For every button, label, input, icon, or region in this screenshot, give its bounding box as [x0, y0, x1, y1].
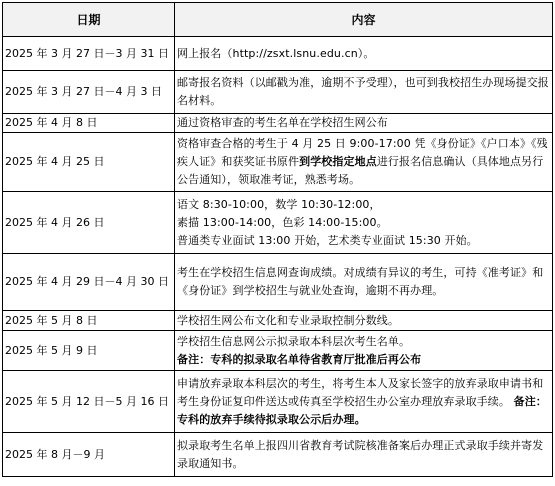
table-row — [3, 71, 553, 114]
header-date: 日期 — [3, 3, 175, 37]
date-cell: 2025 年 5 月 9 日 — [3, 331, 175, 371]
date-cell: 2025 年 4 月 8 日 — [3, 114, 175, 133]
header-content: 内容 — [175, 3, 553, 37]
remark-line: 备注：专科的拟录取名单待省教育厅批准后再公布 — [177, 352, 422, 366]
table-header-row — [3, 3, 553, 37]
content-cell — [175, 114, 553, 133]
content-cell — [175, 433, 553, 477]
date-cell: 2025 年 4 月 26 日 — [3, 192, 175, 254]
table-row — [3, 371, 553, 433]
date-cell: 2025 年 8 月－9 月 — [3, 433, 175, 477]
content-cell — [175, 371, 553, 433]
content-text: 通过资格审查的考生名单在学校招生网公布 — [177, 116, 388, 129]
remark-text: 备注：专科的放弃手续待拟录取公示后办理。 — [177, 394, 547, 426]
content-text: 邮寄报名资料（以邮戳为准，逾期不予受理），也可到我校招生办现场提交报名材料。 — [177, 76, 549, 107]
content-cell — [175, 192, 553, 254]
content-text: 学校招生网公布文化和专业录取控制分数线。 — [177, 313, 399, 327]
content-cell — [175, 133, 553, 192]
content-cell — [175, 37, 553, 71]
table-row — [3, 37, 553, 71]
content-cell — [175, 311, 553, 331]
content-text: 资格审查合格的考生于 4 月 25 日 9:00-17:00 凭《身份证》《户口本》《残疾人证》和获奖证书原件 — [177, 137, 548, 168]
date-cell: 2025 年 5 月 12 日－5 月 16 日 — [3, 371, 175, 433]
date-cell: 2025 年 3 月 27 日－4 月 3 日 — [3, 71, 175, 114]
date-cell: 2025 年 4 月 25 日 — [3, 133, 175, 192]
content-text-bold: 到学校指定地点 — [299, 155, 377, 168]
table-row — [3, 133, 553, 192]
content-text: 进行报名信息确认（具体地点另行公告通知），领取准考证，熟悉考场。 — [177, 155, 544, 186]
date-cell: 2025 年 3 月 27 日－3 月 31 日 — [3, 37, 175, 71]
exam-line: 语文 8:30-10:00，数学 10:30-12:00， — [177, 197, 381, 211]
table-row — [3, 311, 553, 331]
table-row — [3, 254, 553, 311]
content-cell — [175, 331, 553, 371]
table-row — [3, 331, 553, 371]
content-cell — [175, 71, 553, 114]
table-row — [3, 192, 553, 254]
content-cell — [175, 254, 553, 311]
content-line: 学校招生信息网公示拟录取本科层次考生名单。 — [177, 334, 411, 348]
exam-line: 素描 13:00-14:00，色彩 14:00-15:00。 — [177, 215, 388, 229]
date-cell: 2025 年 4 月 29 日－4 月 30 日 — [3, 254, 175, 311]
date-cell: 2025 年 5 月 8 日 — [3, 311, 175, 331]
content-text: 拟录取考生名单上报四川省教育考试院核准备案后办理正式录取手续并寄发录取通知书。 — [177, 438, 544, 470]
exam-line: 普通类专业面试 13:00 开始，艺术类专业面试 15:30 开始。 — [177, 233, 478, 247]
content-text: 网上报名（http://zsxt.lsnu.edu.cn）。 — [177, 46, 375, 60]
content-text: 考生在学校招生信息网查询成绩。对成绩有异议的考生，可持《准考证》和《身份证》到学校招生与就业处查询，逾期不再办理。 — [177, 266, 544, 297]
table-row — [3, 114, 553, 133]
table-row — [3, 433, 553, 477]
admission-schedule-table — [2, 2, 553, 477]
content-text: 申请放弃录取本科层次的考生，将考生本人及家长签字的放弃录取申请书和考生身份证复印件送达或传真至学校招生办公室办理放弃录取手续。 — [177, 376, 544, 408]
